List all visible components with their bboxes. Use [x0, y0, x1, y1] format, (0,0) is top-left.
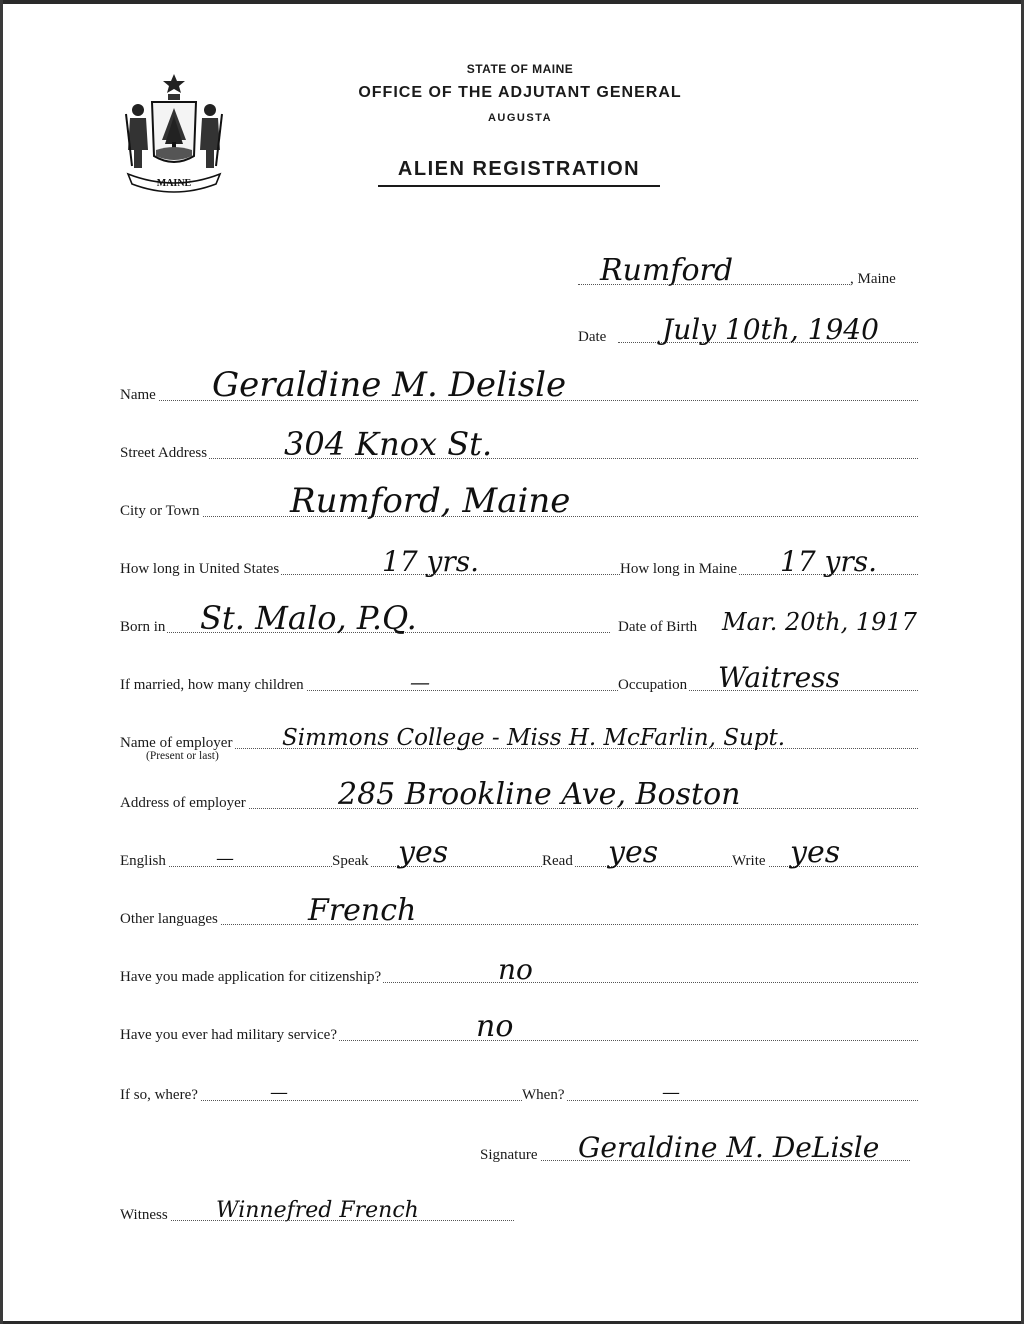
- field-date[interactable]: [578, 298, 938, 348]
- place-value: Rumford: [600, 253, 734, 288]
- dob-value: Mar. 20th, 1917: [722, 608, 917, 636]
- street-label: Street Address: [120, 445, 208, 461]
- date-value: July 10th, 1940: [662, 313, 879, 346]
- write-value: yes: [790, 835, 841, 870]
- scan-border-top: [0, 0, 1024, 4]
- english-label: English: [120, 853, 166, 869]
- city-value: Rumford, Maine: [290, 481, 571, 521]
- city-label: City or Town: [120, 503, 200, 519]
- date-label: Date: [578, 329, 607, 345]
- speak-value: yes: [398, 835, 449, 870]
- header-office: OFFICE OF THE ADJUTANT GENERAL: [358, 84, 682, 101]
- field-born-in[interactable]: [120, 588, 610, 638]
- field-date-of-birth[interactable]: [618, 588, 918, 638]
- field-how-long-us[interactable]: [120, 530, 620, 580]
- english-value: —: [216, 848, 234, 869]
- where-label: If so, where?: [120, 1087, 198, 1103]
- street-value: 304 Knox St.: [284, 425, 493, 463]
- field-name[interactable]: [120, 356, 918, 406]
- employer-label: Name of employer: [120, 735, 233, 751]
- header-city: AUGUSTA: [487, 112, 553, 124]
- military-value: no: [476, 1009, 514, 1044]
- employer-value: Simmons College - Miss H. McFarlin, Supt.: [282, 725, 786, 751]
- field-read[interactable]: [542, 822, 732, 872]
- field-children[interactable]: [120, 646, 618, 696]
- witness-label: Witness: [120, 1207, 168, 1223]
- employer-address-value: 285 Brookline Ave, Boston: [338, 777, 741, 812]
- witness-value: Winnefred French: [216, 1198, 419, 1223]
- name-value: Geraldine M. Delisle: [212, 365, 567, 405]
- employer-sublabel: (Present or last): [146, 750, 219, 762]
- speak-label: Speak: [332, 853, 369, 869]
- field-street-address[interactable]: [120, 414, 918, 464]
- read-value: yes: [608, 835, 659, 870]
- header-state: STATE OF MAINE: [466, 62, 574, 76]
- field-when[interactable]: [522, 1056, 918, 1106]
- citizenship-value: no: [498, 953, 533, 986]
- name-label: Name: [120, 387, 156, 403]
- field-write[interactable]: [732, 822, 918, 872]
- born-in-label: Born in: [120, 619, 166, 635]
- how-long-maine-value: 17 yrs.: [780, 545, 878, 578]
- field-citizenship[interactable]: [120, 938, 918, 988]
- how-long-maine-label: How long in Maine: [620, 561, 738, 577]
- when-value: —: [662, 1082, 680, 1103]
- signature-value: Geraldine M. DeLisle: [578, 1131, 880, 1164]
- how-long-us-label: How long in United States: [120, 561, 280, 577]
- field-where[interactable]: [120, 1056, 522, 1106]
- dob-label: Date of Birth: [618, 619, 698, 635]
- born-in-value: St. Malo, P.Q.: [200, 599, 417, 637]
- occupation-value: Waitress: [718, 661, 840, 694]
- when-label: When?: [522, 1087, 565, 1103]
- seal-banner-text: MAINE: [156, 178, 192, 189]
- signature-label: Signature: [480, 1147, 538, 1163]
- field-other-languages[interactable]: [120, 880, 918, 930]
- place-suffix: , Maine: [850, 271, 896, 287]
- military-label: Have you ever had military service?: [120, 1027, 337, 1043]
- field-occupation[interactable]: [618, 646, 918, 696]
- write-label: Write: [732, 853, 766, 869]
- occupation-label: Occupation: [618, 677, 688, 693]
- field-employer-address[interactable]: [120, 764, 918, 814]
- employer-address-label: Address of employer: [120, 795, 246, 811]
- state-seal-icon: [118, 70, 230, 194]
- children-value: —: [410, 670, 430, 694]
- field-employer[interactable]: [120, 704, 918, 754]
- field-witness[interactable]: [120, 1176, 514, 1226]
- field-speak[interactable]: [332, 822, 542, 872]
- citizenship-label: Have you made application for citizenship?: [120, 969, 382, 985]
- where-value: —: [270, 1082, 288, 1103]
- how-long-us-value: 17 yrs.: [382, 545, 480, 578]
- scan-border-left: [0, 0, 3, 1324]
- other-languages-value: French: [308, 893, 417, 928]
- other-languages-label: Other languages: [120, 911, 218, 927]
- form-title: ALIEN REGISTRATION: [378, 158, 660, 187]
- field-place[interactable]: [578, 240, 918, 290]
- field-city-or-town[interactable]: [120, 472, 918, 522]
- field-how-long-maine[interactable]: [620, 530, 918, 580]
- children-label: If married, how many children: [120, 677, 304, 693]
- field-signature[interactable]: [480, 1116, 918, 1166]
- field-military-service[interactable]: [120, 996, 918, 1046]
- field-english[interactable]: [120, 822, 332, 872]
- read-label: Read: [542, 853, 573, 869]
